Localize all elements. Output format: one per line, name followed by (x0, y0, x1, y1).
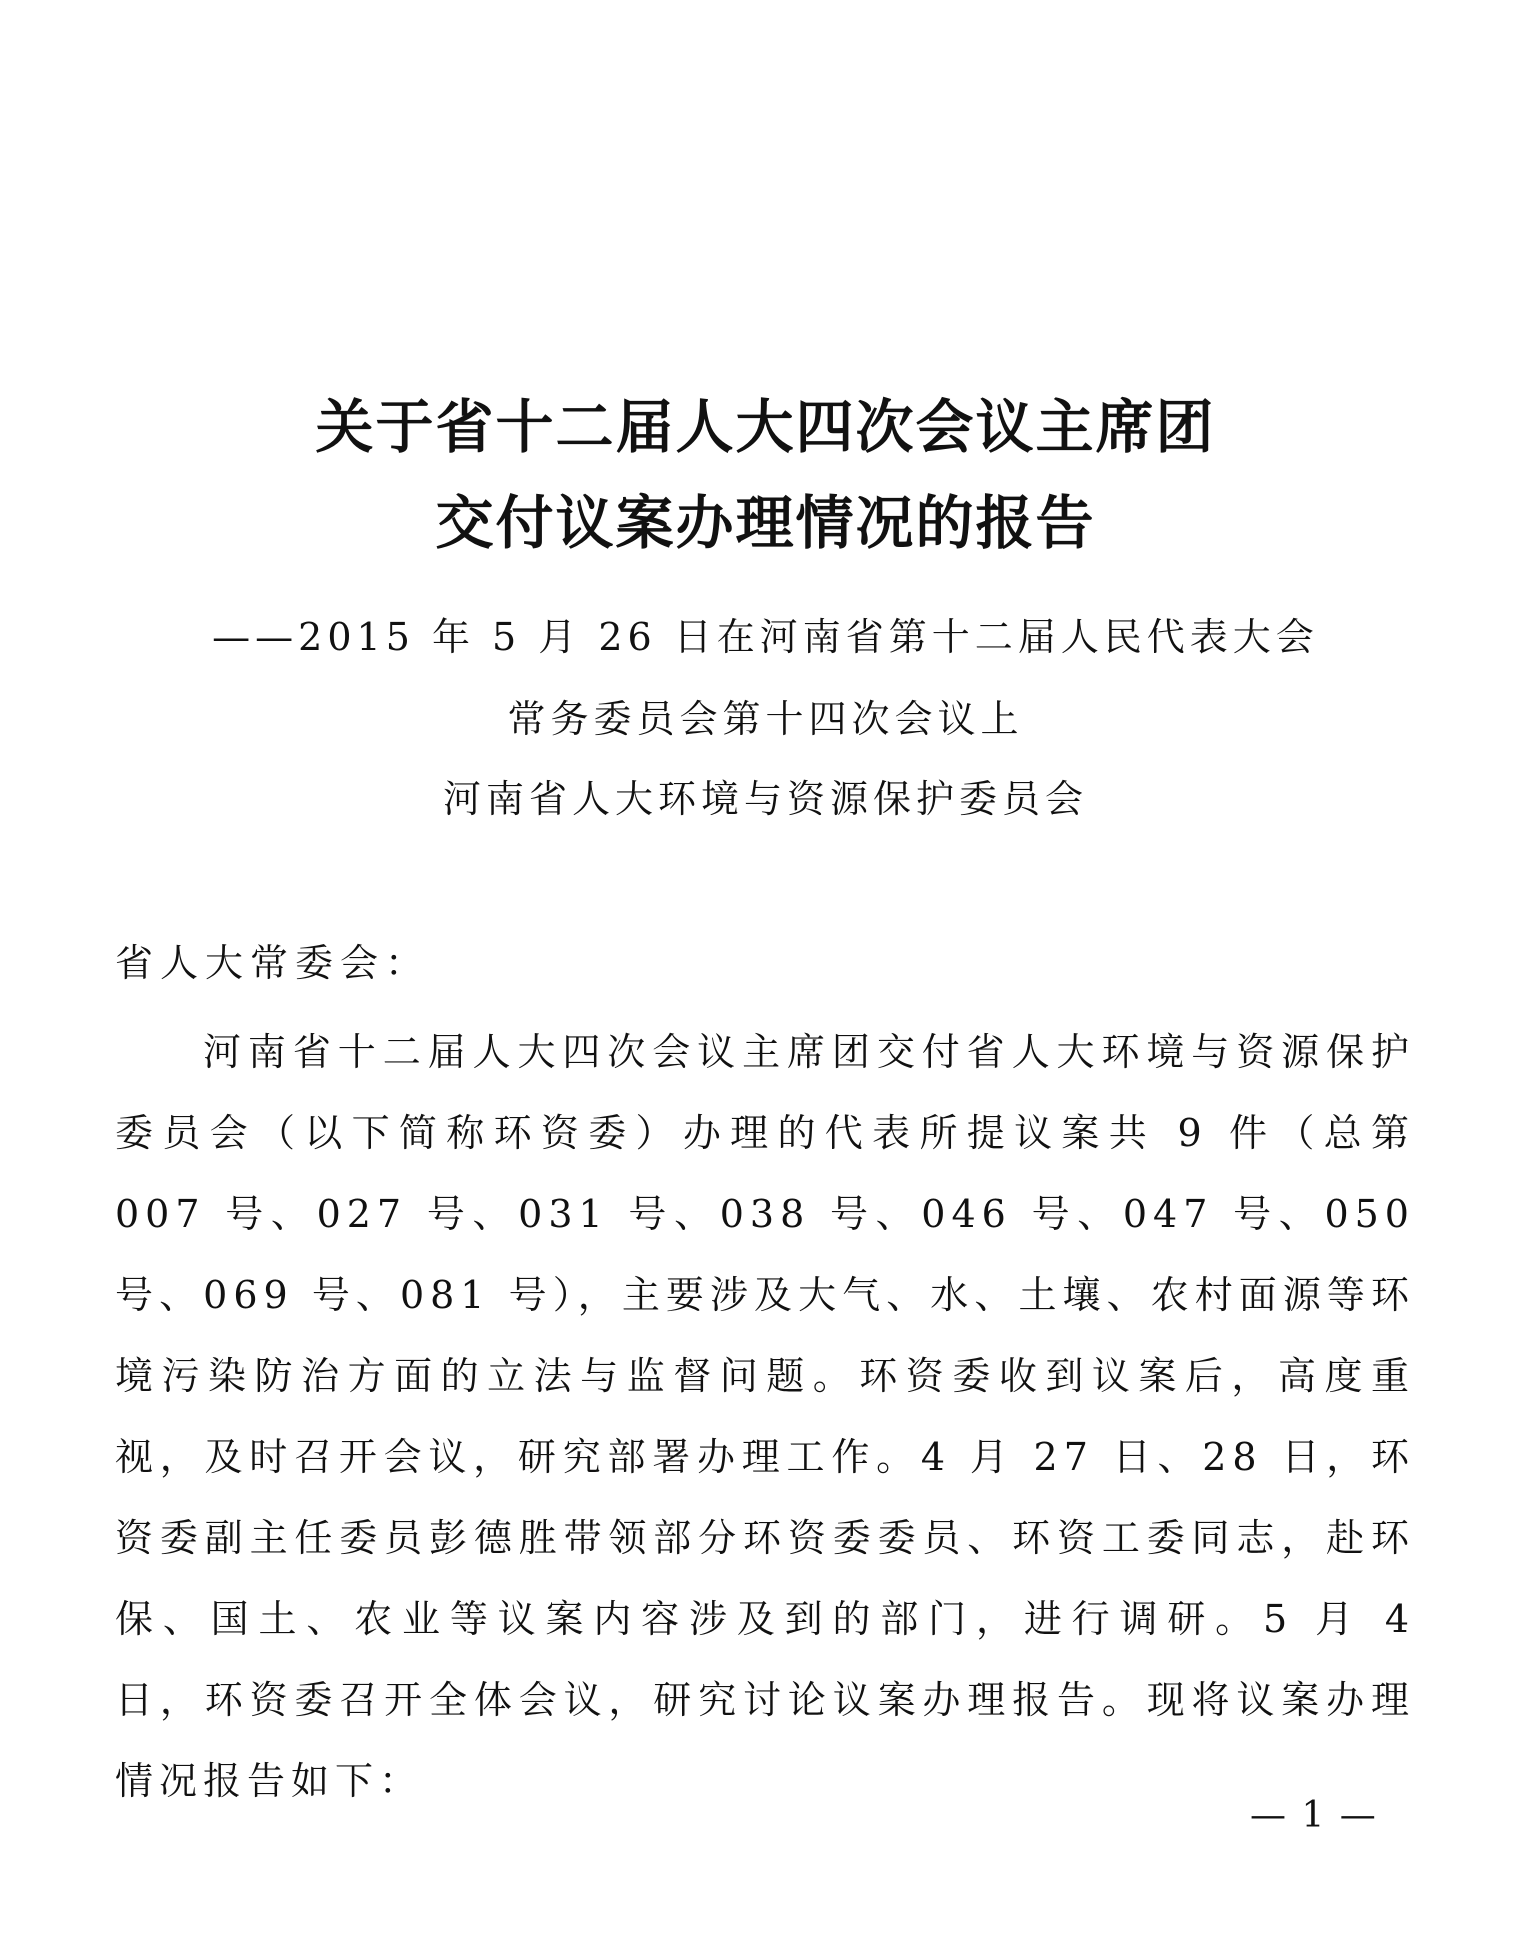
document-title-line-1: 关于省十二届人大四次会议主席团 (315, 393, 1216, 461)
subtitle-meeting-line: 常务委员会第十四次会议上 (507, 697, 1024, 741)
subtitle-author-line: 河南省人大环境与资源保护委员会 (442, 777, 1088, 821)
salutation: 省人大常委会： (115, 941, 431, 985)
subtitle-date-line: ——2015 年 5 月 26 日在河南省第十二届人民代表大会 (212, 615, 1319, 659)
page-number: — 1 — (1250, 1795, 1378, 1836)
body-paragraph: 河南省十二届人大四次会议主席团交付省人大环境与资源保护委员会（以下简称环资委）办理的代表所提议案共 9 件（总第 007 号、027 号、031 号、038 号、046 号、047 号、050 号、069 号、081 号），主要涉及大气、水、土壤、农村面源等环境污染防治方面的立法与监督问题。环资委收到议案后，高度重视，及时召开会议，研究部署办理工作。4 月 27 日、28 日，环资委副主任委员彭德胜带领部分环资委委员、环资工委同志，赴环保、国土、农业等议案内容涉及到的部门，进行调研。5 月 4 日，环资委召开全体会议，研究讨论议案办理报告。现将议案办理情况报告如下： (115, 1030, 1415, 1803)
document-title-line-2: 交付议案办理情况的报告 (435, 489, 1096, 557)
